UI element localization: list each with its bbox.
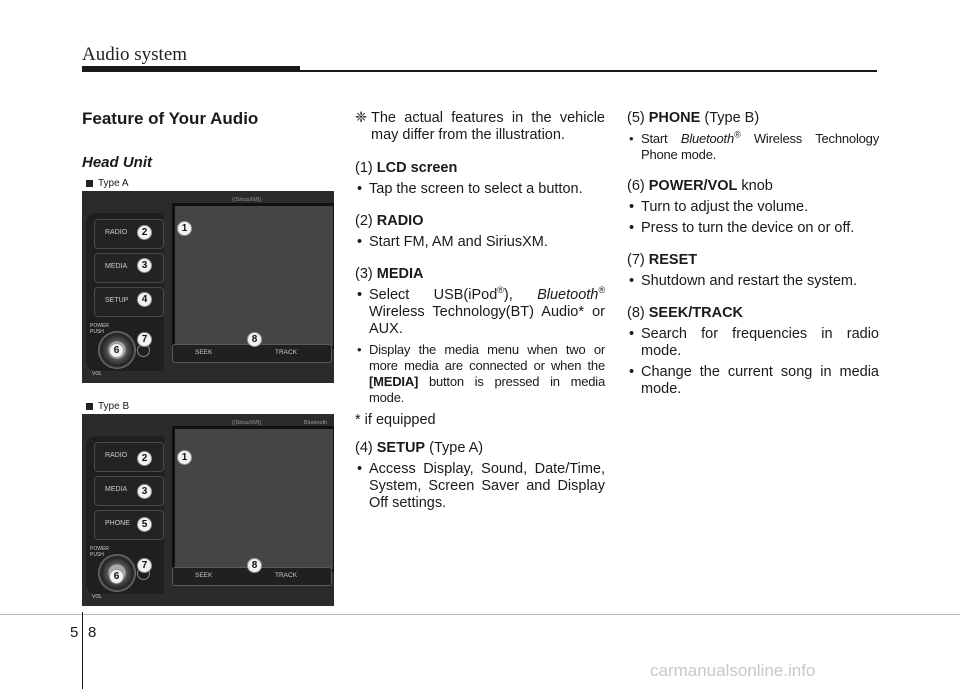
list-item: • Access Display, Sound, Date/Time, System, Screen Saver and Display Off settings.	[355, 461, 605, 512]
item-phone-title: (5) PHONE (Type B)	[627, 110, 760, 126]
head-unit-type-b-image	[82, 414, 334, 606]
vol-label: VOL	[92, 594, 103, 600]
seek-track-bar: SEEK TRACK	[172, 344, 332, 363]
seek-track-list	[627, 326, 879, 398]
list-item: • Turn to adjust the volume.	[627, 199, 879, 216]
radio-button: RADIO	[94, 219, 164, 249]
page-number: 8	[88, 624, 97, 641]
type-a-label: Type A	[98, 178, 129, 189]
note-symbol-icon: ❈	[355, 110, 368, 126]
item-setup-title: (4) SETUP (Type A)	[355, 440, 484, 456]
type-b-label: Type B	[98, 401, 130, 412]
callout-badge: 3	[137, 484, 152, 499]
head-unit-type-a-image	[82, 191, 334, 383]
square-bullet-icon	[86, 180, 93, 187]
seek-track-bar: SEEK TRACK	[172, 567, 332, 586]
siriusxm-strip: ((SiriusXM))	[232, 197, 262, 203]
right-column	[627, 110, 879, 413]
callout-badge: 1	[177, 450, 192, 465]
callout-badge: 1	[177, 221, 192, 236]
media-button: MEDIA	[94, 253, 164, 283]
list-item: • Change the current song in media mode.	[627, 364, 879, 398]
list-item: • Select USB(iPod®), Bluetooth® Wireless Technology(BT) Audio* or AUX.	[355, 287, 605, 338]
phone-list	[627, 131, 879, 163]
list-item: • Start Bluetooth® Wireless Technology Phone mode.	[627, 131, 879, 163]
media-button: MEDIA	[94, 476, 164, 506]
illustration-note	[355, 110, 605, 144]
callout-badge: 2	[137, 451, 152, 466]
list-item: • Display the media menu when two or more media are connected or when the [MEDIA] button is pressed in media mode.	[355, 342, 605, 406]
callout-badge: 7	[137, 558, 152, 573]
list-item: • Press to turn the device on or off.	[627, 220, 879, 237]
footer-divider	[82, 612, 83, 689]
callout-badge: 6	[109, 343, 124, 358]
callout-badge: 7	[137, 332, 152, 347]
item-reset-title: (7) RESET	[627, 252, 698, 268]
reset-list	[627, 273, 879, 290]
phone-button: PHONE	[94, 510, 164, 540]
vol-label: VOL	[92, 371, 103, 377]
lcd-screen-list	[355, 181, 605, 198]
setup-list	[355, 461, 605, 512]
lcd-screen	[172, 203, 334, 349]
footer-rule	[0, 614, 960, 615]
list-item: • Start FM, AM and SiriusXM.	[355, 234, 605, 251]
callout-badge: 8	[247, 332, 262, 347]
callout-badge: 6	[109, 569, 124, 584]
type-b-caption	[86, 401, 129, 412]
power-vol-list	[627, 199, 879, 237]
callout-badge: 5	[137, 517, 152, 532]
callout-badge: 8	[247, 558, 262, 573]
list-item: • Shutdown and restart the system.	[627, 273, 879, 290]
media-list	[355, 287, 605, 406]
chapter-number: 5	[70, 624, 79, 641]
middle-column	[355, 110, 605, 527]
header-bar	[82, 66, 300, 72]
callout-badge: 4	[137, 292, 152, 307]
item-seek-track-title: (8) SEEK/TRACK	[627, 305, 744, 321]
radio-button: RADIO	[94, 442, 164, 472]
list-item: • Tap the screen to select a button.	[355, 181, 605, 198]
item-power-vol-title: (6) POWER/VOL knob	[627, 178, 773, 194]
left-column	[82, 110, 334, 171]
callout-badge: 3	[137, 258, 152, 273]
lcd-screen	[172, 426, 334, 572]
item-radio-title: (2) RADIO	[355, 213, 424, 229]
radio-list	[355, 234, 605, 251]
bluetooth-strip: Bluetooth	[304, 420, 328, 426]
setup-button: SETUP	[94, 287, 164, 317]
type-a-caption	[86, 178, 129, 189]
item-lcd-screen-title: (1) LCD screen	[355, 160, 458, 176]
list-item: • Search for frequencies in radio mode.	[627, 326, 879, 360]
power-label: POWER PUSH	[90, 546, 109, 558]
siriusxm-strip: ((SiriusXM))	[232, 420, 262, 426]
watermark: carmanualsonline.info	[650, 661, 816, 680]
if-equipped-note: * if equipped	[355, 412, 436, 428]
section-heading: Feature of Your Audio	[82, 109, 259, 128]
note-text: The actual features in the vehicle may differ from the illustration.	[371, 110, 605, 143]
item-media-title: (3) MEDIA	[355, 266, 424, 282]
page-header-title: Audio system	[82, 44, 188, 65]
header-rule	[300, 70, 877, 72]
subheading: Head Unit	[82, 154, 153, 171]
square-bullet-icon	[86, 403, 93, 410]
callout-badge: 2	[137, 225, 152, 240]
power-label: POWER PUSH	[90, 323, 109, 335]
